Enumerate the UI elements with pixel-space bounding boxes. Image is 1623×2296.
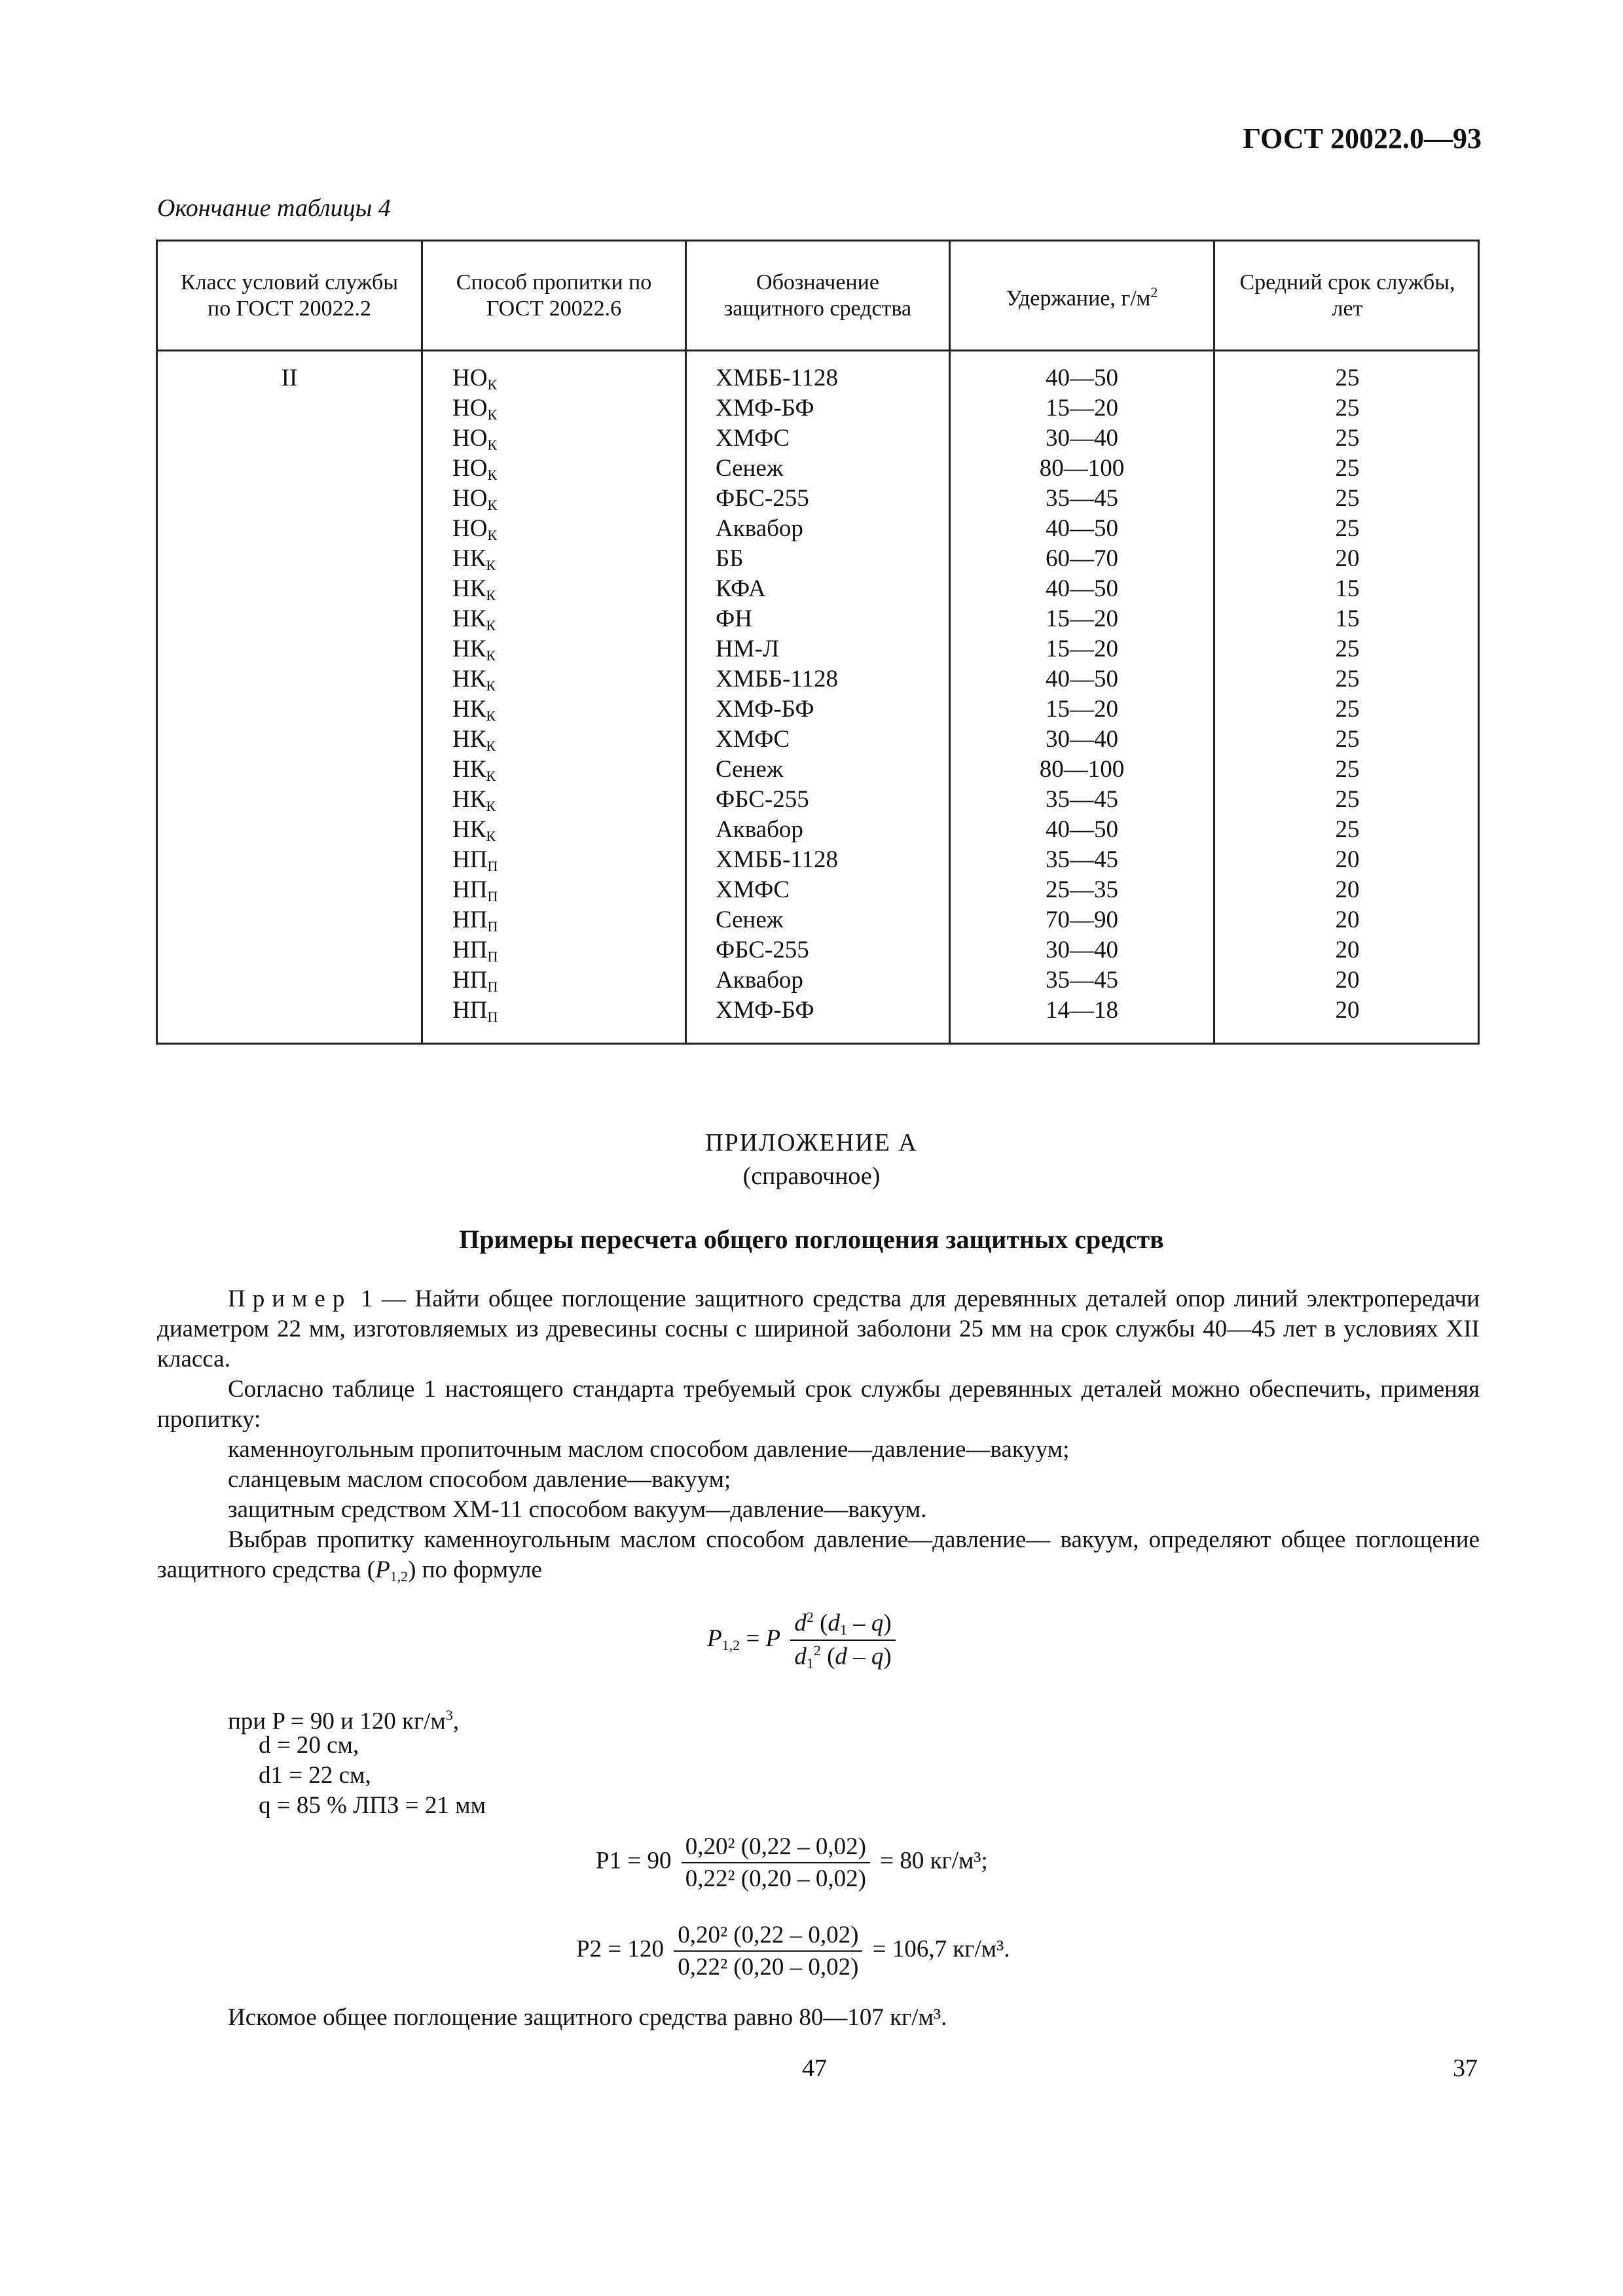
table-cell-method: $НК_К$ [452,756,496,784]
section-title: Примеры пересчета общего поглощения защитных средств [459,1225,1164,1254]
table-cell-retention: 25—35 [1046,876,1118,903]
table-cell-life: 25 [1335,455,1360,482]
table-cell-retention: 15—20 [1046,395,1118,422]
calc-p1: P1 = 90 $\frac{\text{0,20² (0,22 – 0,02)}}{\text{0,22² (0,20 – 0,02)}}$ = 80 кг/м³; [596,1833,988,1892]
table-cell-method: $НО_К$ [452,455,498,483]
table-cell-method: $НК_К$ [452,575,496,603]
table-cell-method: $НП_П$ [452,846,498,874]
table-cell-agent: НМ-Л [716,636,780,662]
table-cell-method: $НП_П$ [452,876,498,905]
table-cell-agent: Аквабор [716,816,803,843]
table-cell-retention: 80—100 [1039,455,1125,482]
table-cell-life: 25 [1335,786,1360,813]
param-d1: d1 = 22 см, [259,1762,371,1789]
table-cell-life: 20 [1335,846,1360,873]
header-agent: Обозначение защитного средства [723,270,912,321]
list-item: сланцевым маслом способом давление—вакуум; [228,1466,731,1493]
table-caption: Окончание таблицы 4 [157,194,391,222]
header-method: Способ пропитки по ГОСТ 20022.6 [456,270,652,321]
table-cell-life: 20 [1335,937,1360,963]
table-cell-method: $НК_К$ [452,545,496,573]
table-cell-retention: 15—20 [1046,636,1118,662]
conclusion: Искомое общее поглощение защитного средства равно 80—107 кг/м³. [228,2004,947,2031]
param-p: при P = 90 и 120 $кг/м^3$, [228,1707,460,1735]
table-cell-agent: ХМФ-БФ [716,395,814,422]
table-cell-method: $НО_К$ [452,485,498,513]
table-cell-retention: 60—70 [1046,545,1118,572]
table-cell-agent: ХМББ-1128 [716,365,839,391]
table-cell-agent: ХМФС [716,876,790,903]
table-cell-life: 25 [1335,726,1360,753]
table-cell-life: 25 [1335,515,1360,542]
table-cell-life: 20 [1335,876,1360,903]
table-cell-method: $НП_П$ [452,997,498,1025]
table-cell-retention: 30—40 [1046,726,1118,753]
table-cell-life: 15 [1335,575,1360,602]
retention-column [951,363,1213,1026]
table-cell-retention: 40—50 [1046,575,1118,602]
table-cell-agent: Аквабор [716,967,803,994]
table-cell-method: $НК_К$ [452,726,496,754]
header-life: Средний срок службы, лет [1239,270,1455,321]
table-cell-agent: ФБС-255 [716,786,809,813]
table-cell-agent: Аквабор [716,515,803,542]
param-d: d = 20 см, [259,1732,359,1759]
table-cell-method: $НК_К$ [452,605,496,634]
table-cell-method: $НП_П$ [452,967,498,995]
table-cell-agent: ХМФС [716,425,790,452]
calc-p2: P2 = 120 $\frac{\text{0,20² (0,22 – 0,02)}}{\text{0,22² (0,20 – 0,02)}}$ = 106,7 кг/м³. [576,1922,1010,1981]
table-cell-retention: 35—45 [1046,485,1118,512]
appendix-title: ПРИЛОЖЕНИЕ А [705,1129,918,1157]
list-item: каменноугольным пропиточным маслом способом давление—давление—вакуум; [228,1436,1070,1463]
table-cell-retention: 70—90 [1046,906,1118,933]
table-cell-retention: 80—100 [1039,756,1125,783]
table-cell-agent: ББ [716,545,744,572]
table-cell-agent: ХМББ-1128 [716,846,839,873]
table-cell-method: $НК_К$ [452,816,496,844]
page-number-right: 37 [1453,2054,1478,2082]
table-cell-retention: 35—45 [1046,786,1118,813]
table-cell-retention: 35—45 [1046,846,1118,873]
table-cell-agent: ХМФ-БФ [716,997,814,1024]
table-cell-retention: 15—20 [1046,605,1118,632]
table-cell-life: 25 [1335,636,1360,662]
table-cell-life: 20 [1335,906,1360,933]
table-cell-agent: КФА [716,575,766,602]
table-cell-agent: ФН [716,605,752,632]
table-cell-agent: ХМББ-1128 [716,666,839,692]
table-cell-method: $НО_К$ [452,515,498,543]
table-cell-retention: 40—50 [1046,365,1118,391]
table-cell-agent: ФБС-255 [716,485,809,512]
table-cell-method: $НК_К$ [452,786,496,814]
table-cell-life: 25 [1335,365,1360,391]
table-cell-retention: 40—50 [1046,816,1118,843]
table-cell-method: $НП_П$ [452,937,498,965]
table-cell-life: 25 [1335,696,1360,723]
table-cell-retention: 14—18 [1046,997,1118,1024]
table-cell-retention: 35—45 [1046,967,1118,994]
table-cell-retention: 30—40 [1046,937,1118,963]
table-cell-retention: 40—50 [1046,666,1118,692]
table-cell-life: 15 [1335,605,1360,632]
table-cell-method: $НО_К$ [452,425,498,453]
table-cell-life: 20 [1335,545,1360,572]
table-cell-method: $НК_К$ [452,696,496,724]
paragraph-requirement: Согласно таблице 1 настоящего стандарта требуемый срок службы деревянных деталей можно обеспечить, применяя пропитку: [157,1376,1480,1433]
table-cell-life: 20 [1335,967,1360,994]
list-item: защитным средством ХМ-11 способом вакуум—давление—вакуум. [228,1496,927,1523]
life-column [1215,363,1480,1026]
header-class: Класс условий службы по ГОСТ 20022.2 [180,270,399,321]
table-cell-agent: Сенеж [716,756,784,783]
param-q: q = 85 % ЛПЗ = 21 мм [259,1792,486,1819]
table-cell-life: 25 [1335,425,1360,452]
data-table [156,240,1480,1045]
method-column [452,363,498,1026]
table-cell-agent: ХМФС [716,726,790,753]
table-cell-retention: 15—20 [1046,696,1118,723]
table-cell-agent: ХМФ-БФ [716,696,814,723]
table-cell-agent: Сенеж [716,906,784,933]
table-cell-life: 25 [1335,666,1360,692]
table-cell-method: $НК_К$ [452,636,496,664]
table-cell-method: $НП_П$ [452,906,498,935]
table-cell-life: 25 [1335,816,1360,843]
table-cell-retention: 40—50 [1046,515,1118,542]
agent-column [716,363,838,1026]
table-cell-life: 25 [1335,756,1360,783]
table-cell-agent: ФБС-255 [716,937,809,963]
document-header: ГОСТ 20022.0—93 [1243,122,1482,154]
table-cell-method: $НО_К$ [452,395,498,423]
header-retention: Удержание, $г/м^2$ [1006,283,1158,311]
example-paragraph: Пример 1 — Найти общее поглощение защитного средства для деревянных деталей опор линий электропередачи диаметром 22 мм, изготовляемых из древесины сосны с шириной заболони 25 мм на срок службы 40—45 лет в условиях XII класса. [157,1285,1480,1372]
table-cell-method: $НК_К$ [452,666,496,694]
table-cell-retention: 30—40 [1046,425,1118,452]
table-cell-life: 20 [1335,997,1360,1024]
class-cell: II [281,365,298,391]
table-cell-agent: Сенеж [716,455,784,482]
table-cell-life: 25 [1335,485,1360,512]
main-formula: $P_{1,2} = P$ $\frac{d^2 (d_1 - q)}{d_1^2 (d - q)}$ [707,1609,900,1672]
paragraph-formula-intro: Выбрав пропитку каменноугольным маслом способом давление—давление— вакуум, определяют общее поглощение защитного средства $(P_{1,2})$ по формуле [157,1526,1480,1585]
table-cell-method: $НО_К$ [452,365,498,393]
page-number-center: 47 [802,2054,827,2082]
table-cell-life: 25 [1335,395,1360,422]
appendix-subtitle: (справочное) [742,1162,881,1190]
